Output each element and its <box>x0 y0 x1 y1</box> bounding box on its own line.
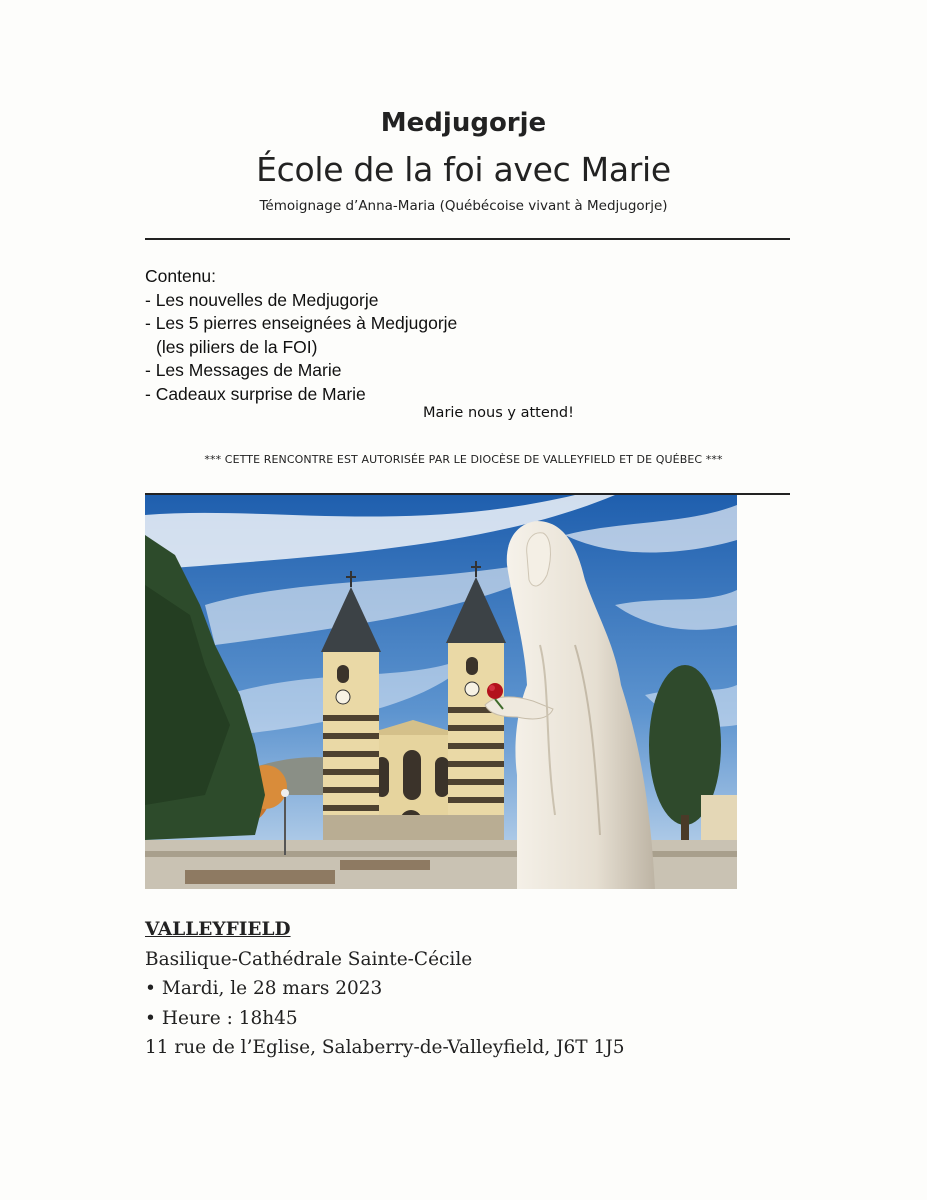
venue-details <box>145 915 624 1063</box>
divider-top <box>145 238 790 240</box>
content-item: - Cadeaux surprise de Marie <box>145 383 366 404</box>
venue-date: Mardi, le 28 mars 2023 <box>161 978 383 999</box>
content-item: - Les Messages de Marie <box>145 360 342 380</box>
content-item: (les piliers de la FOI) <box>156 336 318 357</box>
content-list <box>145 265 665 406</box>
venue-place: Basilique-Cathédrale Sainte-Cécile <box>145 948 473 970</box>
venue-address: 11 rue de l’Eglise, Salaberry-de-Valleyfield, J6T 1J5 <box>145 1037 625 1058</box>
venue-time-line <box>145 1004 624 1034</box>
flyer-subtitle: École de la foi avec Marie <box>256 150 671 189</box>
content-item: - Les nouvelles de Medjugorje <box>145 289 379 310</box>
venue-time: Heure : 18h45 <box>161 1007 298 1029</box>
closing-line: Marie nous y attend! <box>423 405 574 421</box>
authorization-notice: *** CETTE RENCONTRE EST AUTORISÉE PAR LE DIOCÈSE DE VALLEYFIELD ET DE QUÉBEC *** <box>204 453 723 466</box>
bullet-icon: • <box>145 978 156 999</box>
venue-date-line <box>145 974 624 1004</box>
church-with-mary-statue-photo <box>145 495 737 889</box>
bullet-icon: • <box>145 1007 156 1029</box>
content-heading: Contenu: <box>145 266 217 286</box>
venue-city: VALLEYFIELD <box>145 919 291 940</box>
flyer-title: Medjugorje <box>380 108 547 138</box>
content-item: - Les 5 pierres enseignées à Medjugorje <box>145 313 458 333</box>
flyer-tagline: Témoignage d’Anna-Maria (Québécoise vivant à Medjugorje) <box>259 198 668 214</box>
